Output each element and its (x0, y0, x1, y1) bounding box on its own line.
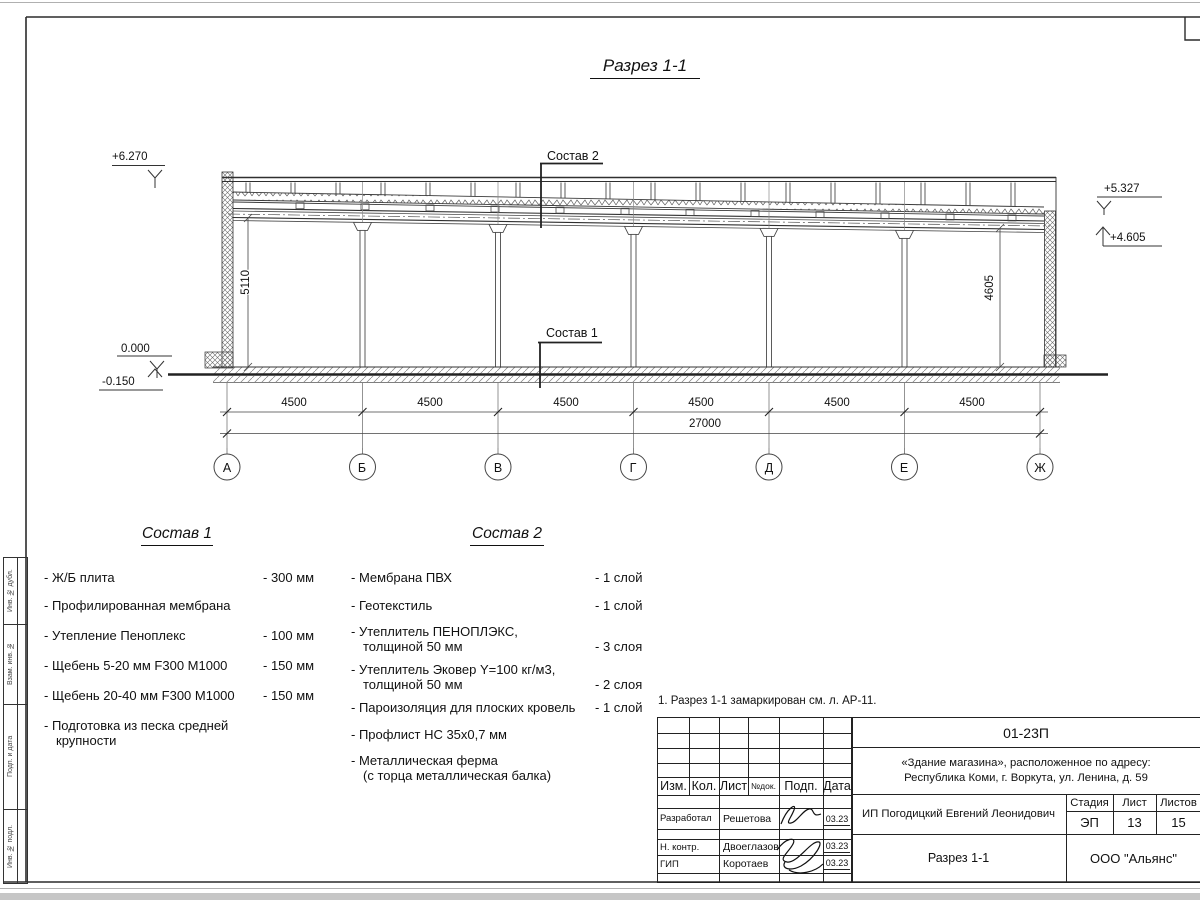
signer-role: ГИП (660, 858, 679, 870)
sign-date: 03.23 (825, 841, 849, 851)
bay-dim: 4500 (281, 397, 307, 409)
callout-roof-composition: Состав 2 (547, 149, 599, 163)
axis-bubble-label: Г (629, 461, 637, 475)
signature-scribble (777, 800, 825, 832)
list-item: - Утеплитель ПЕНОПЛЭКС, толщиной 50 мм - 3 слоя (351, 624, 643, 654)
col-header-list: Лист (719, 779, 748, 793)
title-block (657, 717, 1200, 883)
legend2-list (351, 570, 661, 783)
signer-name: Решетова (723, 812, 772, 825)
list-item: - Профилированная мембрана (44, 598, 231, 613)
sheet-label: Лист (1122, 796, 1147, 809)
screen-edge-line (0, 888, 1200, 889)
legend1-title: Состав 1 (141, 525, 213, 546)
bay-dim: 4500 (824, 397, 850, 409)
bay-dim: 4500 (959, 397, 985, 409)
legend1-list (44, 570, 334, 748)
list-item: - Щебень 5-20 мм F300 М1000 - 150 мм (44, 658, 315, 673)
client-name: ИП Погодицкий Евгений Леонидович (861, 808, 1056, 820)
list-item: - Подготовка из песка средней крупности (44, 718, 229, 748)
height-dimensions (244, 214, 1004, 371)
elevation-zero: 0.000 (121, 343, 150, 355)
elevation-top-left: +6.270 (112, 151, 148, 163)
elevation-right-upper: +5.327 (1104, 183, 1140, 195)
signer-name: Коротаев (723, 858, 769, 870)
axis-bubble-label: В (493, 461, 503, 475)
height-dim-left: 5110 (240, 270, 252, 295)
bottom-gray-strip (0, 893, 1200, 900)
sheet-number: 13 (1127, 815, 1142, 830)
axis-bubble-label: Е (899, 461, 909, 475)
list-item: - Пароизоляция для плоских кровель - 1 слой (351, 700, 643, 715)
bay-dim: 4500 (553, 397, 579, 409)
list-item: - Геотекстиль - 1 слой (351, 598, 643, 613)
list-item: - Ж/Б плита - 300 мм (44, 570, 315, 585)
col-header-data: Дата (823, 779, 851, 793)
strip-label: Подп. и дата (7, 735, 14, 778)
col-header-podp: Подп. (784, 779, 818, 793)
list-item: - Профлист НС 35х0,7 мм (351, 727, 507, 742)
stage-label: Стадия (1070, 796, 1109, 809)
sheet-note: 1. Разрез 1-1 замаркирован см. л. АР-11. (658, 695, 877, 707)
axis-bubble-label: Б (357, 461, 367, 475)
col-header-kol: Кол. (691, 779, 717, 793)
strip-label: Инв. № подл. (7, 824, 14, 868)
axis-bubble-label: Ж (1034, 461, 1046, 475)
signer-role: Н. контр. (660, 841, 700, 853)
bay-dim: 4500 (417, 397, 443, 409)
sign-date: 03.23 (825, 858, 849, 868)
doc-number: 01-23П (1003, 724, 1049, 741)
sign-date: 03.23 (825, 813, 849, 824)
total-dim: 27000 (683, 418, 727, 430)
sheets-total: 15 (1171, 815, 1186, 830)
list-item: - Мембрана ПВХ - 1 слой (351, 570, 643, 585)
project-address: «Здание магазина», расположенное по адресу: Республика Коми, г. Воркута, ул. Ленина, д. 59 (901, 756, 1151, 784)
list-item: - Утепление Пеноплекс - 100 мм (44, 628, 315, 643)
stage-value: ЭП (1080, 815, 1099, 830)
strip-label: Инв. № дубл. (7, 569, 14, 613)
axis-bubble-label: Д (764, 461, 774, 475)
sheets-label: Листов (1160, 796, 1197, 809)
screen-edge-line (0, 2, 1200, 3)
bay-dim: 4500 (688, 397, 714, 409)
axis-bubble-label: А (222, 461, 232, 475)
height-dim-right: 4605 (984, 275, 996, 301)
callout-floor-composition: Состав 1 (546, 326, 598, 340)
signature-scribble (771, 836, 829, 882)
list-item: - Утеплитель Эковер Y=100 кг/м3, толщиной 50 мм - 2 слоя (351, 662, 643, 692)
strip-label: Взам. инв. № (7, 642, 14, 686)
signer-name: Двоеглазов (723, 841, 779, 853)
elevation-right-lower: +4.605 (1110, 232, 1146, 244)
drawing-name: Разрез 1-1 (927, 851, 990, 865)
company-name: ООО "Альянс" (1090, 850, 1177, 866)
elevation-below-zero: -0.150 (102, 376, 135, 388)
list-item: - Щебень 20-40 мм F300 М1000 - 150 мм (44, 688, 315, 703)
legend2-title: Состав 2 (470, 525, 544, 546)
signer-role: Разработал (660, 813, 712, 824)
col-header-izm: Изм. (660, 779, 687, 793)
view-title: Разрез 1-1 (590, 56, 700, 79)
list-item: - Металлическая ферма (с торца металлическая балка) (351, 753, 552, 783)
frame-side-strip (3, 557, 28, 884)
col-header-ndok: №док. (751, 781, 776, 791)
